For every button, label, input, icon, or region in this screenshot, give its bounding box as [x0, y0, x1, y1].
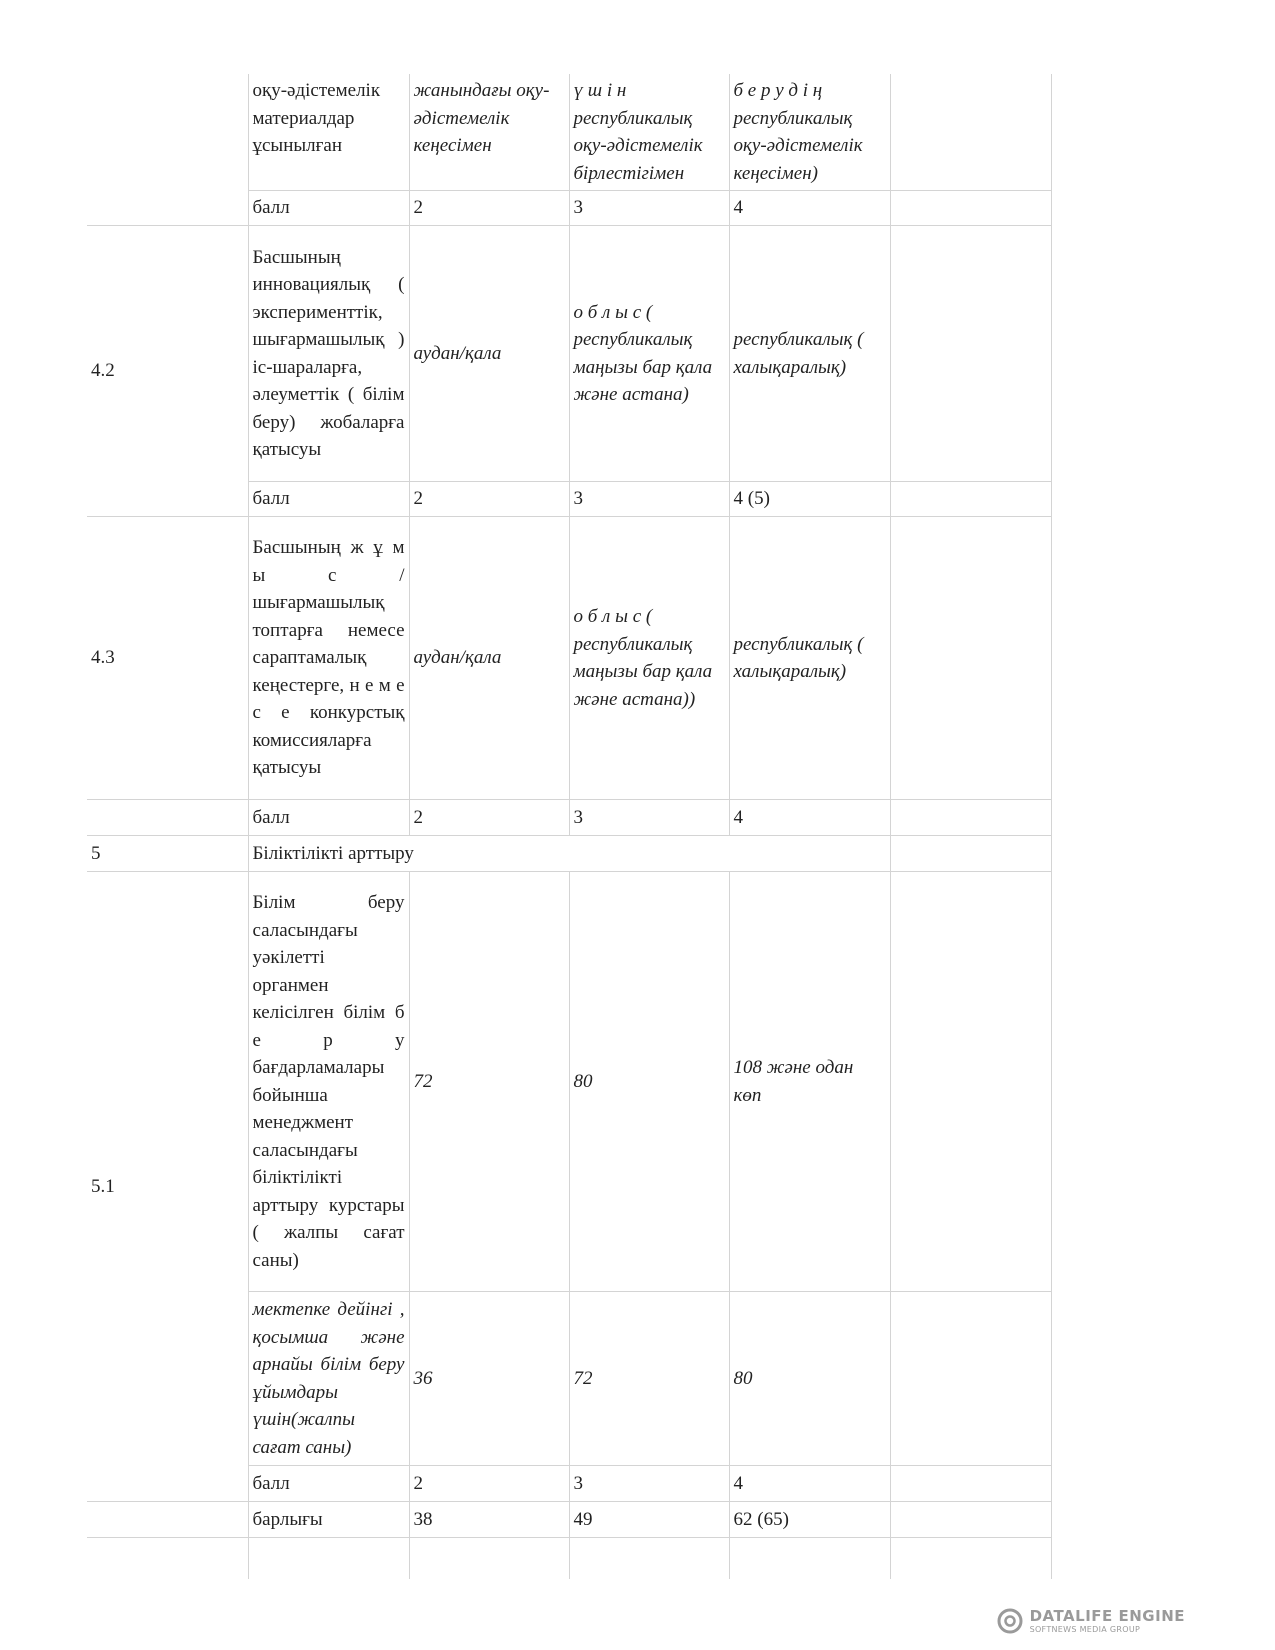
row-number: 4.2: [87, 226, 248, 517]
level-cell: аудан/қала: [409, 517, 569, 800]
score-cell: 4: [729, 191, 890, 226]
total-label: барлығы: [248, 1502, 409, 1538]
table-row: [87, 872, 1051, 1292]
watermark: [1030, 1607, 1185, 1634]
criterion-cell: мектепке дейінгі , қосымша және арнайы білім беру ұйымдары үшін(жалпы сағат саны): [248, 1292, 409, 1466]
score-cell: 4 (5): [729, 482, 890, 517]
level-cell: 72: [409, 872, 569, 1292]
level-cell: 72: [569, 1292, 729, 1466]
level-cell: б е р у д і ң республикалық оқу-әдістемелік кеңесімен): [729, 74, 890, 191]
level-cell: республикалық ( халықаралық): [729, 226, 890, 482]
score-label: балл: [248, 800, 409, 836]
table-row: [87, 800, 1051, 836]
level-cell: о б л ы с ( республикалық маңызы бар қала және астана)): [569, 517, 729, 800]
criteria-table: [87, 74, 1052, 1579]
level-cell: 108 және одан көп: [729, 872, 890, 1292]
level-cell: 80: [569, 872, 729, 1292]
score-label: балл: [248, 191, 409, 226]
table-row: [87, 74, 1051, 191]
score-cell: 3: [569, 191, 729, 226]
score-cell: 2: [409, 482, 569, 517]
row-number: 5: [87, 836, 248, 872]
total-row: [87, 1502, 1051, 1538]
table-row: [87, 517, 1051, 800]
datalife-logo-icon: [996, 1607, 1024, 1635]
score-cell: 2: [409, 191, 569, 226]
row-number: 5.1: [87, 872, 248, 1502]
score-cell: 4: [729, 1466, 890, 1502]
criterion-cell: Басшының инновациялық ( эксперименттік, шығармашылық ) іс-шараларға, әлеуметтік ( білім беру) жобаларға қатысуы: [248, 226, 409, 482]
section-title: Біліктілікті арттыру: [248, 836, 890, 872]
score-cell: 2: [409, 1466, 569, 1502]
criterion-cell: Басшының ж ұ м ы с / шығармашылық топтарға немесе сараптамалық кеңестерге, н е м е с е конкурстық комиссияларға қатысуы: [248, 517, 409, 800]
level-cell: о б л ы с ( республикалық маңызы бар қала және астана): [569, 226, 729, 482]
level-cell: 36: [409, 1292, 569, 1466]
score-cell: 3: [569, 800, 729, 836]
score-label: балл: [248, 482, 409, 517]
total-cell: 62 (65): [729, 1502, 890, 1538]
section-row: [87, 836, 1051, 872]
criterion-cell: оқу-әдістемелік материалдар ұсынылған: [248, 74, 409, 191]
score-cell: 2: [409, 800, 569, 836]
level-cell: жанындағы оқу-әдістемелік кеңесімен: [409, 74, 569, 191]
level-cell: 80: [729, 1292, 890, 1466]
score-cell: 3: [569, 482, 729, 517]
table-row: [87, 1538, 1051, 1579]
level-cell: аудан/қала: [409, 226, 569, 482]
table-row: [87, 226, 1051, 482]
score-cell: 3: [569, 1466, 729, 1502]
score-cell: 4: [729, 800, 890, 836]
score-label: балл: [248, 1466, 409, 1502]
level-cell: ү ш і н республикалық оқу-әдістемелік бірлестігімен: [569, 74, 729, 191]
row-number: 4.3: [87, 517, 248, 800]
criterion-cell: Білім беру саласындағы уәкілетті органмен келісілген білім б е р у бағдарламалары бойынша менеджмент саласындағы біліктілікті арттыру курстары ( жалпы сағат саны): [248, 872, 409, 1292]
watermark-title: DATALIFE ENGINE: [1029, 1607, 1185, 1625]
total-cell: 49: [569, 1502, 729, 1538]
watermark-subtitle: SOFTNEWS MEDIA GROUP: [1029, 1625, 1141, 1634]
level-cell: республикалық ( халықаралық): [729, 517, 890, 800]
total-cell: 38: [409, 1502, 569, 1538]
